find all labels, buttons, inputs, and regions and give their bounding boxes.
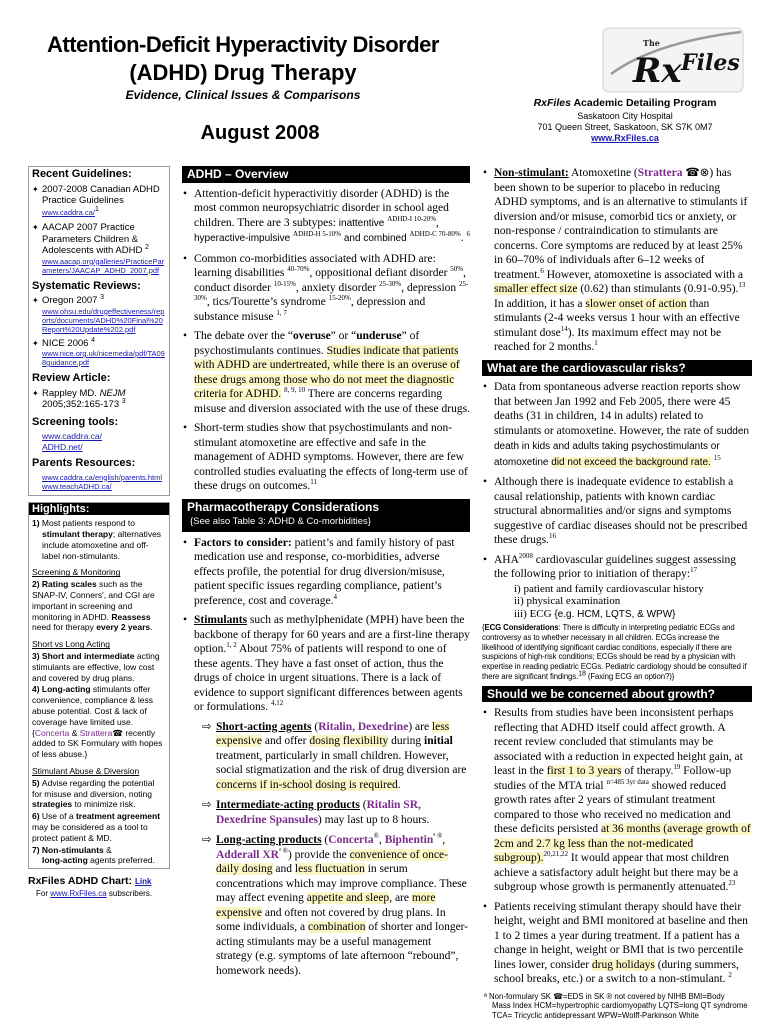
- highlight-subheading: Stimulant Abuse & Diversion: [32, 766, 140, 777]
- guidelines-heading: Recent Guidelines:: [32, 168, 132, 180]
- page-subtitle: Evidence, Clinical Issues & Comparisons: [125, 88, 361, 102]
- reviews-heading: Systematic Reviews:: [32, 279, 141, 292]
- legend-line: TCA= Tricyclic antidepressant WPW=Wolff-Parkinson White: [492, 1010, 699, 1020]
- sidebar: [28, 166, 170, 996]
- guideline-link[interactable]: www.aacap.org/galleries/PracticeParameters/JAACAP_ADHD_2007.pdf: [42, 256, 165, 275]
- page-title-line1: Attention-Deficit Hyperactivity Disorder: [47, 32, 439, 57]
- website-link[interactable]: www.RxFiles.ca: [591, 133, 659, 143]
- chart-subscriber-note: For www.RxFiles.ca subscribers.: [36, 888, 153, 898]
- growth-heading: Should we be concerned about growth?: [482, 686, 752, 703]
- chart-link[interactable]: Link: [134, 877, 152, 887]
- short-acting-item: ⇨ Short-acting agents (Ritalin, Dexedrine) are less expensive and offer dosing flexibility during initial treatment, particularly in small children. However, social stigmatization and the risk of drug diversion are concerns if in-school dosing is required.: [182, 720, 470, 793]
- intermediate-acting-item: ⇨ Intermediate-acting products (Ritalin SR, Dexedrine Spansules) may last up to 8 hours.: [182, 798, 470, 827]
- logo-rx-text: Rx: [633, 51, 682, 91]
- review-item: [32, 295, 166, 334]
- abbreviation-legend: [482, 992, 752, 1021]
- highlights-title: Highlights:: [29, 503, 169, 516]
- factors-paragraph: • Factors to consider: patient’s and family history of past medication use and response, co-morbidities, adverse effects profile, the potential for drug diversion/misuse, patient specific issues regarding compliance, patient’s preference, cost and coverage.$^4$: [182, 536, 470, 609]
- parent-link[interactable]: www.caddra.ca/english/parents.html: [42, 472, 163, 482]
- tool-link[interactable]: ADHD.net/: [42, 441, 83, 452]
- cardio-data-paragraph: • Data from spontaneous adverse reaction reports show that between Jan 1992 and Feb 2005, there were 45 deaths (31 in children, 14 in adults) related to stimulants or atomoxetine. However, the rate of sudden death in kids and adults taking psychostimulants or atomoxetine did not exceed the background rate. $^{15}$: [482, 380, 752, 470]
- publication-date: August 2008: [200, 122, 320, 144]
- tools-heading: Screening tools:: [32, 415, 119, 428]
- guideline-link[interactable]: www.caddra.ca/: [42, 207, 95, 217]
- guideline-title: AACAP 2007 Practice Parameters Children & Adolescents with ADHD: [42, 222, 143, 256]
- legend-line: ª Non-formulary SK ☎=EDS in SK ® not covered by NIHB BMI=Body: [484, 991, 725, 1001]
- middle-column: [182, 166, 470, 984]
- long-acting-item: ⇨ Long-acting products (Concerta®, Biphentin$^{ª ®}$, Adderall $XR^{ª ®}$) provide the convenience of once-daily dosing and less fluctuation in serum concentrations which may improve compliance. These may affect evening appetite and sleep, are more expensive and often not covered by drug plans. In some individuals, a combination of shorter and longer-acting stimulants may be a useful management strategy (e.g. symptoms of late afternoon “rebound”, homework needs).: [182, 833, 470, 978]
- ref-marker: 2: [144, 243, 149, 251]
- ref-marker: 3: [100, 293, 105, 301]
- overview-heading: ADHD – Overview: [182, 166, 470, 183]
- tool-link[interactable]: www.caddra.ca/: [42, 431, 102, 441]
- overview-paragraph: • Attention-deficit hyperactivitiy disorder (ADHD) is the most common neuropsychiatric disorder in school aged children. There are 3 subtypes: inattentive $^{ADHD-I 10-20\%}$, hyperactive-impulsive $^{ADHD-H 5-10\%}$ and combined $^{ADHD-C 70-80\%}$. $^6$: [182, 187, 470, 247]
- ecg-checklist: [482, 583, 752, 622]
- comorbidities-paragraph: • Common co-morbidities associated with ADHD are: learning disabilities $^{40-70\%}$, oppositional defiant disorder $^{50\%}$, conduct disorder $^{10-15\%}$, anxiety disorder $^{25-30\%}$, depression $^{25-30\%}$, tics/Tourette’s syndrome $^{15-20\%}$, depression and substance misuse $^{1, 7}$: [182, 252, 470, 325]
- pharmacotherapy-subheading: {See also Table 3: ADHD & Co-morbidities}: [182, 515, 470, 532]
- phone-icon: ☎: [112, 727, 123, 738]
- guideline-item: [32, 222, 166, 275]
- cardiovascular-heading: What are the cardiovascular risks?: [482, 360, 752, 377]
- highlight-subheading: Short vs Long Acting: [32, 639, 110, 650]
- review-title: NICE 2006: [42, 337, 89, 349]
- highlight-item: 3) Short and intermediate acting stimulants are effective, low cost and covered by drug plans.: [32, 651, 160, 683]
- review-item: [32, 338, 166, 368]
- cardio-causal-paragraph: • Although there is inadequate evidence to establish a causal relationship, patients with known cardiac structural abnormalities and/or signs and symptoms suggestive of cardiac diseases should not be prescribed these drugs.$^{16}$: [482, 475, 752, 548]
- article-journal: NEJM: [99, 387, 126, 399]
- growth-studies-paragraph: • Results from studies have been inconsistent perhaps reflecting that ADHD itself could affect growth. A recent review concluded that stimulants may be associated with a reduction in expected height gain, at least in the first 1 to 3 years of therapy.$^{19}$ Follow-up studies of the MTA trial $^{n=485 3yr data}$ showed reduced growth rates after 2 years of stimulant treatment compared to those who received no medication and these deficits persisted at 36 months (average growth of 2cm and 2.7 kg less than the not-medicated subgroup).$^{20,21,22}$ It would appear that most children achieve a satisfactory adult height but there may be a subgroup whose growth is permanently attenuated.$^{23}$: [482, 706, 752, 895]
- ecg-checklist-item: ii) physical examination: [514, 595, 621, 607]
- ref-marker: 4: [91, 336, 96, 344]
- highlight-item: 2) Rating scales such as the SNAP-IV, Conners', and CGI are important in screening and monitoring in ADHD. Reassess need for therapy every 2 years.: [32, 579, 155, 633]
- guideline-item: [32, 184, 166, 219]
- chart-heading: RxFiles ADHD Chart: Link: [28, 875, 152, 888]
- page-title-line2: (ADHD) Drug Therapy: [129, 60, 357, 85]
- right-column: [482, 166, 752, 1021]
- debate-paragraph: • The debate over the “overuse” or “underuse” of psychostimulants continues. Studies indicate that patients with ADHD are undertreated, while there is an overuse of these drugs among those who do not meet the diagnostic criteria for ADHD. $^{8, 9, 10}$ There are concerns regarding misuse and diversion associated with the use of these drugs.: [182, 329, 470, 416]
- review-title: Oregon 2007: [42, 295, 98, 306]
- ecg-checklist-item: i) patient and family cardiovascular history: [514, 582, 704, 595]
- aha-guidelines-paragraph: • $AHA^{2008}$ cardiovascular guidelines suggest assessing the following prior to initiation of therapy:$^{17}$: [482, 553, 752, 582]
- program-name: Academic Detailing Program: [570, 97, 717, 109]
- rxfiles-link[interactable]: www.RxFiles.ca: [50, 888, 107, 898]
- phone-icon: ☎⊗: [685, 167, 710, 179]
- guideline-title: 2007-2008 Canadian ADHD Practice Guidelines: [42, 183, 160, 206]
- parent-link[interactable]: www.teachADHD.ca/: [42, 481, 112, 491]
- ecg-considerations-note: {ECG Considerations: There is difficulty in interpreting pediatric ECGs and controversy as to whether necessary in all children. ECGs increase the likelihood of identifying significant cardiac conditions, especially if there are suspicions of high-risk conditions; ECGs should be read by a physician with expertise in reading pediatric ECGs. Pediatric cardiology should be consulted if there are significant findings.$^{18}$ (Faxing ECG an option?)}: [482, 623, 747, 681]
- rxfiles-logo: [595, 20, 750, 100]
- highlight-item: 4) Long-acting stimulants offer convenience, compliance & less abuse potential. Cost & lack of coverage have limited use. {Concerta & Strattera☎ recently added to SK Formulary with hopes of less abuse.}: [32, 684, 163, 760]
- stimulants-paragraph: • Stimulants such as methylphenidate (MPH) have been the backbone of therapy for 60 years and are a first-line therapy option.$^{1, 2}$ About 75% of patients will respond to one of these agents. They have a fast onset of action, thus the drugs of choice in urgent situations. There is a lack of evidence to support significant differences between agents or formulations. $^{4,12}$: [182, 613, 470, 715]
- article-author: Rappley MD.: [42, 387, 100, 399]
- highlights-box: [28, 502, 170, 870]
- ref-marker: 3: [121, 397, 126, 405]
- highlight-item: 5) Advise regarding the potential for misuse and diversion, noting strategies to minimize risk.: [32, 777, 155, 810]
- non-stimulant-paragraph: • Non-stimulant: Atomoxetine (Strattera ☎⊗) has been shown to be superior to placebo in reducing ADHD symptoms, and is an alternative to stimulants if diversion and/or misuse, comorbid tics or anxiety, or non-response / contraindication to stimulants are concerns. Core symptoms are reduced by at least 25% in 60–70% of individuals after 6–12 weeks of treatment.$^6$ However, atomoxetine is associated with a smaller effect size (0.62) than stimulants (0.91-0.95).$^{13}$ In addition, it has a slower onset of action than stimulants (2-4 weeks versus 1 hour with an effective stimulant dose$^{14}$). Its maximum effect may not be reached for 2 months.$^1$: [482, 166, 752, 355]
- ref-marker: 1: [94, 205, 99, 213]
- program-brand: RxFiles: [533, 97, 571, 109]
- article-citation: 2005;352:165-173: [42, 399, 120, 410]
- highlight-subheading: Screening & Monitoring: [32, 567, 121, 578]
- growth-monitoring-paragraph: • Patients receiving stimulant therapy should have their height, weight and BMI monitored at baseline and then 1 to 2 times a year during treatment. If a patient has a change in height, weight or BMI that is two percentile lines lower, consider drug holidays (during summers, school breaks, etc.) or a switch to a non-stimulant. $^2$: [482, 900, 752, 987]
- organization-block: [490, 98, 760, 144]
- legend-line: Mass Index HCM=hypertrophic cardiomyopathy LQTS=long QT syndrome: [492, 1001, 748, 1011]
- parents-heading: Parents Resources:: [32, 457, 136, 469]
- review-link[interactable]: www.ohsu.edu/drugeffectiveness/reports/documents/ADHD%20Final%20Report%20Update%202.pdf: [42, 306, 165, 334]
- references-box: [28, 166, 170, 496]
- evidence-paragraph: • Short-term studies show that psychostimulants and non-stimulant atomoxetine are effective and safe in the management of ADHD symptoms. However, there are few controlled studies evaluating the effects of long-term use of these drugs on outcomes.$^{11}$: [182, 421, 470, 494]
- ecg-checklist-item: iii) ECG {e.g. HCM, LQTS, & WPW}: [514, 607, 676, 620]
- highlight-item: 6) Use of a treatment agreement may be considered as a tool to protect patient & MD.: [32, 811, 161, 843]
- highlight-item: 1) Most patients respond to stimulant therapy; alternatives include atomoxetine and off-label non-stimulants.: [32, 518, 162, 561]
- address-line1: Saskatoon City Hospital: [577, 111, 673, 121]
- logo-the-text: The: [643, 38, 660, 48]
- review-link[interactable]: www.nice.org.uk/nicemedia/pdf/TA098guidance.pdf: [42, 349, 165, 367]
- article-item: [32, 388, 166, 411]
- pharmacotherapy-heading: Pharmacotherapy Considerations: [182, 499, 470, 516]
- logo-files-text: Files: [681, 50, 740, 76]
- address-line2: 701 Queen Street, Saskatoon, SK S7K 0M7: [537, 122, 713, 132]
- highlight-item: 7) Non-stimulants & long-acting agents preferred.: [32, 844, 155, 866]
- article-heading: Review Article:: [32, 372, 111, 384]
